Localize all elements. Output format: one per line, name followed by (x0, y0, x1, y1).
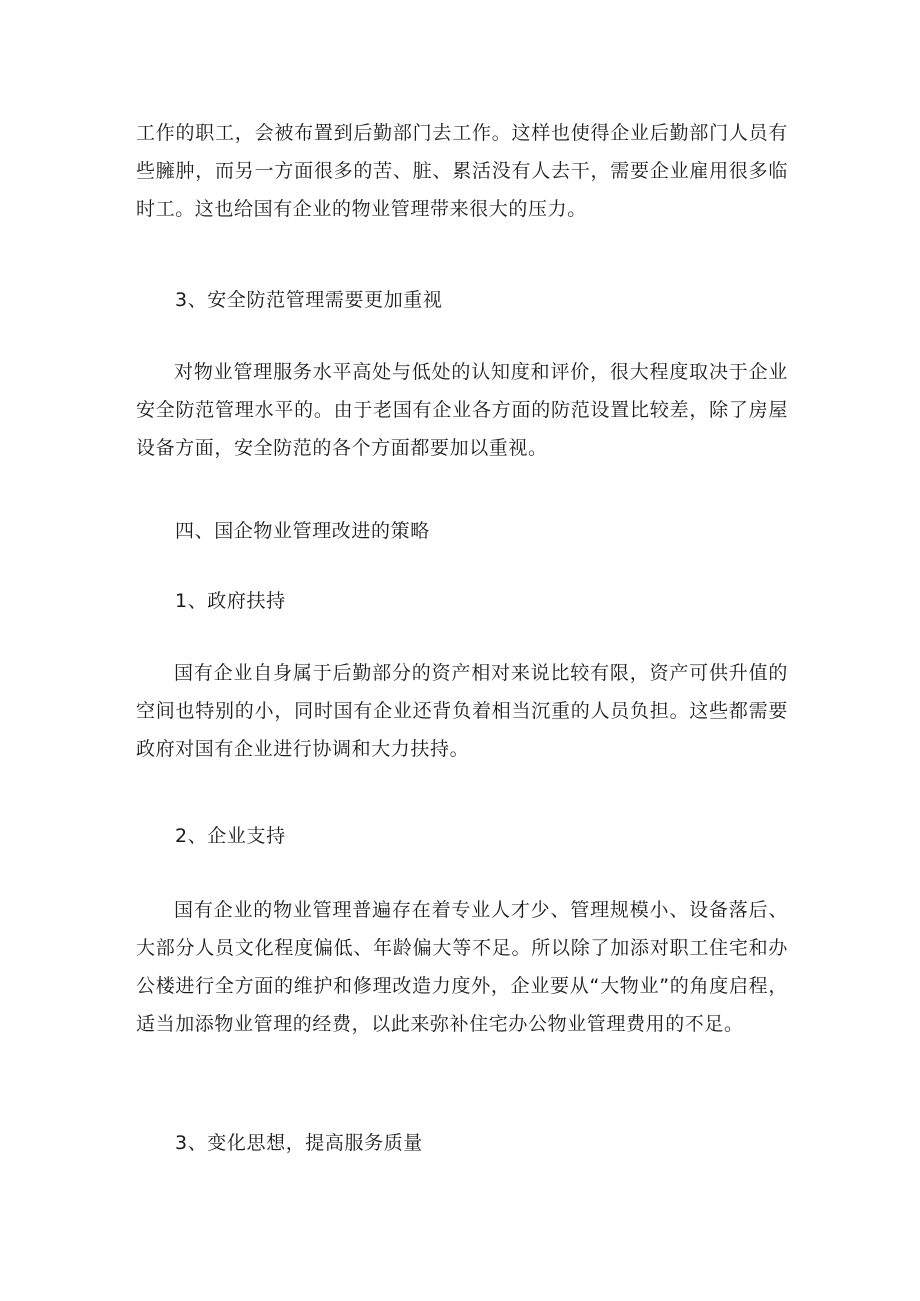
paragraph-logistics-staff: 工作的职工，会被布置到后勤部门去工作。这样也使得企业后勤部门人员有些臃肿，而另一方面很多的苦、脏、累活没有人去干，需要企业雇用很多临时工。这也给国有企业的物业管理带来很大的压力。 (136, 122, 788, 220)
heading-safety-management: 3、安全防范管理需要更加重视 (175, 289, 443, 311)
heading-enterprise-support: 2、企业支持 (175, 825, 286, 847)
heading-government-support: 1、政府扶持 (175, 590, 286, 612)
heading-improvement-strategies: 四、国企物业管理改进的策略 (175, 520, 430, 542)
paragraph-enterprise-support: 国有企业的物业管理普遍存在着专业人才少、管理规模小、设备落后、大部分人员文化程度偏低、年龄偏大等不足。所以除了加添对职工住宅和办公楼进行全方面的维护和修理改造力度外，企业要从“大物业”的角度启程，适当加添物业管理的经费，以此来弥补住宅办公物业管理费用的不足。 (136, 899, 788, 1035)
heading-service-quality: 3、变化思想，提高服务质量 (175, 1132, 423, 1154)
paragraph-safety-management: 对物业管理服务水平高处与低处的认知度和评价，很大程度取决于企业安全防范管理水平的。由于老国有企业各方面的防范设置比较差，除了房屋设备方面，安全防范的各个方面都要加以重视。 (136, 361, 788, 459)
paragraph-government-support: 国有企业自身属于后勤部分的资产相对来说比较有限，资产可供升值的空间也特别的小，同时国有企业还背负着相当沉重的人员负担。这些都需要政府对国有企业进行协调和大力扶持。 (136, 662, 788, 760)
